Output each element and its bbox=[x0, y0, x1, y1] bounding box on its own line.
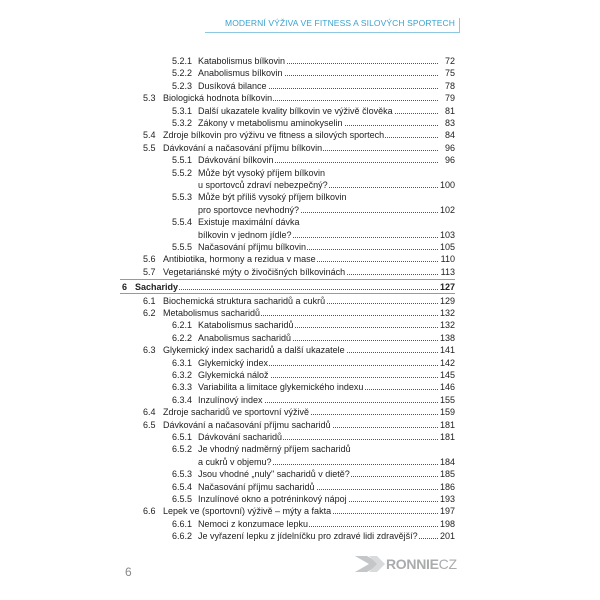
toc-title: Je vyřazení lepku z jídelníčku pro zdravé lidi zdravější? bbox=[198, 531, 418, 542]
ronnie-logo bbox=[386, 556, 457, 572]
toc-row[interactable] bbox=[0, 369, 600, 381]
toc-title: Metabolismus sacharidů bbox=[163, 308, 261, 318]
toc-number: 6.5.2 bbox=[172, 444, 193, 455]
toc-title: Zákony v metabolismu aminokyselin bbox=[198, 118, 343, 128]
toc-page-number: 83 bbox=[444, 118, 455, 128]
toc-page-number: 129 bbox=[439, 295, 455, 306]
toc-title: Anabolismus sacharidů bbox=[198, 332, 292, 343]
toc-number: 6.5 bbox=[143, 419, 156, 430]
toc-title: a cukrů v objemu? bbox=[198, 456, 272, 467]
toc-row[interactable] bbox=[0, 456, 600, 468]
toc-row[interactable] bbox=[0, 142, 600, 154]
toc-number: 6.5.1 bbox=[172, 432, 193, 442]
toc-number: 6.3.3 bbox=[172, 382, 193, 393]
toc-title: Další ukazatele kvality bílkovin ve výživě člověka bbox=[198, 105, 393, 116]
dot-leader bbox=[135, 281, 438, 293]
toc-page-number: 102 bbox=[439, 204, 455, 215]
toc-page-number: 78 bbox=[444, 80, 455, 91]
toc-number: 6.2.1 bbox=[172, 320, 193, 331]
toc-row[interactable] bbox=[0, 92, 600, 104]
toc-page-number: 84 bbox=[444, 130, 455, 141]
toc-page-number: 79 bbox=[444, 93, 455, 104]
toc-number: 5.5.1 bbox=[172, 155, 193, 166]
toc-number: 6.6.2 bbox=[172, 531, 193, 542]
toc-title: Existuje maximální dávka bbox=[198, 217, 300, 228]
toc-row[interactable] bbox=[0, 468, 600, 480]
toc-page-number: 96 bbox=[444, 155, 455, 166]
toc-number: 6.6.1 bbox=[172, 518, 193, 529]
toc-title: Dávkování a načasování příjmu sacharidů bbox=[163, 419, 331, 430]
toc-row[interactable] bbox=[0, 443, 600, 455]
toc-row[interactable] bbox=[0, 530, 600, 542]
toc-number: 5.5.4 bbox=[172, 217, 193, 228]
toc-title: Inzulínové okno a potréninkový nápoj bbox=[198, 494, 347, 504]
toc-number: 5.2.1 bbox=[172, 56, 193, 66]
toc-page-number: 110 bbox=[440, 254, 455, 265]
toc-title: Katabolismus bílkovin bbox=[198, 56, 286, 66]
toc-row[interactable] bbox=[0, 319, 600, 331]
toc-title: Inzulínový index bbox=[198, 394, 263, 405]
toc-number: 5.5.5 bbox=[172, 242, 193, 252]
toc-number: 6.5.3 bbox=[172, 469, 193, 480]
toc-row[interactable] bbox=[0, 357, 600, 369]
toc-page-number: 186 bbox=[439, 481, 455, 492]
toc-number: 5.4 bbox=[143, 130, 156, 141]
toc-row[interactable] bbox=[0, 394, 600, 406]
toc-title: Načasování příjmu bílkovin bbox=[198, 242, 307, 252]
toc-number: 6.5.4 bbox=[172, 481, 193, 492]
toc-row[interactable] bbox=[0, 117, 600, 129]
toc-title: Dusíková bilance bbox=[198, 80, 267, 91]
toc-title: Biochemická struktura sacharidů a cukrů bbox=[163, 295, 326, 306]
toc-number: 5.3 bbox=[143, 93, 156, 104]
toc-page-number: 201 bbox=[439, 531, 455, 542]
toc-row[interactable] bbox=[0, 344, 600, 356]
toc-number: 5.3.2 bbox=[172, 118, 193, 128]
toc-row[interactable] bbox=[0, 406, 600, 418]
toc-page-number: 181 bbox=[439, 419, 455, 430]
toc-number: 6.6 bbox=[143, 506, 156, 517]
toc-page-number: 198 bbox=[439, 518, 455, 529]
toc-title: Dávkování bílkovin bbox=[198, 155, 274, 166]
toc-page-number: 103 bbox=[439, 229, 455, 240]
running-header bbox=[205, 18, 460, 33]
toc-row[interactable] bbox=[0, 295, 600, 307]
logo-suffix: CZ bbox=[438, 556, 457, 572]
toc-number: 6.3.2 bbox=[172, 370, 193, 380]
toc-page-number: 132 bbox=[439, 308, 455, 318]
toc-row[interactable] bbox=[0, 481, 600, 493]
toc-page-number: 72 bbox=[444, 56, 455, 66]
toc-row[interactable] bbox=[0, 241, 600, 253]
toc-title: Zdroje sacharidů ve sportovní výživě bbox=[163, 407, 310, 418]
toc-title: Nemoci z konzumace lepku bbox=[198, 518, 309, 529]
toc-row[interactable] bbox=[0, 229, 600, 241]
toc-title: Dávkování sacharidů bbox=[198, 432, 283, 442]
toc-title: Je vhodný nadměrný příjem sacharidů bbox=[198, 444, 351, 455]
toc-page-number: 145 bbox=[439, 370, 455, 380]
toc-page-number: 100 bbox=[439, 180, 455, 190]
toc-number: 6.5.5 bbox=[172, 494, 193, 504]
toc-title: Sacharidy bbox=[135, 282, 179, 293]
toc-title: Glykemický index bbox=[198, 357, 269, 368]
toc-row[interactable] bbox=[0, 266, 600, 278]
toc-row[interactable] bbox=[0, 216, 600, 228]
toc-title: u sportovců zdraví nebezpečný? bbox=[198, 180, 328, 190]
toc-number: 6.2 bbox=[143, 308, 156, 318]
toc-row[interactable] bbox=[0, 167, 600, 179]
toc-number: 5.6 bbox=[143, 254, 156, 265]
toc-number: 6.3 bbox=[143, 345, 156, 356]
running-title: MODERNÍ VÝŽIVA VE FITNESS A SILOVÝCH SPORTECH bbox=[225, 18, 455, 28]
toc-title: bílkovin v jednom jídle? bbox=[198, 229, 292, 240]
toc-page-number: 142 bbox=[439, 357, 455, 368]
toc-page-number: 132 bbox=[439, 320, 455, 331]
toc-page-number: 146 bbox=[439, 382, 455, 393]
toc-number: 5.3.1 bbox=[172, 105, 193, 116]
toc-title: Glykemický index sacharidů a další ukazatele bbox=[163, 345, 345, 356]
toc-title: Dávkování a načasování příjmu bílkovin bbox=[163, 142, 323, 153]
toc-page-number: 197 bbox=[439, 506, 455, 517]
toc-title: Zdroje bílkovin pro výživu ve fitness a silových sportech bbox=[163, 130, 385, 141]
toc-row[interactable] bbox=[0, 179, 600, 191]
toc-row[interactable] bbox=[0, 332, 600, 344]
toc-title: Katabolismus sacharidů bbox=[198, 320, 294, 331]
toc-title: Vegetariánské mýty o živočišných bílkovinách bbox=[163, 266, 346, 277]
toc-number: 5.2.2 bbox=[172, 68, 193, 79]
toc-page-number: 181 bbox=[439, 432, 455, 442]
toc-row[interactable] bbox=[0, 129, 600, 141]
toc-row[interactable] bbox=[0, 80, 600, 92]
toc-row[interactable] bbox=[0, 307, 600, 319]
toc-title: Načasování příjmu sacharidů bbox=[198, 481, 315, 492]
toc-row[interactable] bbox=[0, 67, 600, 79]
toc-page-number: 159 bbox=[439, 407, 455, 418]
toc-title: Variabilita a limitace glykemického indexu bbox=[198, 382, 364, 393]
toc-number: 5.5.3 bbox=[172, 192, 193, 203]
toc-number: 6.4 bbox=[143, 407, 156, 418]
toc-row[interactable] bbox=[0, 105, 600, 117]
chapter-divider bbox=[120, 279, 455, 280]
toc-title: Anabolismus bílkovin bbox=[198, 68, 283, 79]
toc-page-number: 185 bbox=[439, 469, 455, 480]
toc-number: 5.2.3 bbox=[172, 80, 193, 91]
toc-row[interactable] bbox=[0, 55, 600, 67]
toc-number: 5.5.2 bbox=[172, 167, 193, 178]
toc-row[interactable] bbox=[0, 191, 600, 203]
toc-row[interactable] bbox=[0, 505, 600, 517]
toc-title: Glykemická nálož bbox=[198, 370, 269, 380]
toc-row[interactable] bbox=[0, 204, 600, 216]
toc-row[interactable] bbox=[0, 419, 600, 431]
toc-number: 6 bbox=[122, 282, 128, 293]
toc-number: 6.3.1 bbox=[172, 357, 193, 368]
toc-row[interactable] bbox=[0, 493, 600, 505]
toc-row[interactable] bbox=[0, 518, 600, 530]
toc-page-number: 193 bbox=[439, 494, 455, 504]
toc-title: Jsou vhodné „nuly" sacharidů v dietě? bbox=[198, 469, 350, 480]
toc-page-number: 184 bbox=[439, 456, 455, 467]
toc-row[interactable] bbox=[0, 381, 600, 393]
toc-number: 6.1 bbox=[143, 295, 156, 306]
toc-page-number: 105 bbox=[439, 242, 455, 252]
toc-title: pro sportovce nevhodný? bbox=[198, 204, 300, 215]
toc-page-number: 141 bbox=[439, 345, 455, 356]
toc-number: 5.5 bbox=[143, 142, 156, 153]
toc-page-number: 81 bbox=[444, 105, 455, 116]
toc-title: Může být příliš vysoký příjem bílkovin bbox=[198, 192, 347, 203]
toc-page-number: 96 bbox=[444, 142, 455, 153]
toc-title: Biologická hodnota bílkovin bbox=[163, 93, 273, 104]
page-number: 6 bbox=[125, 565, 132, 579]
toc-row[interactable] bbox=[0, 154, 600, 166]
toc-page-number: 155 bbox=[439, 394, 455, 405]
toc-row[interactable] bbox=[0, 253, 600, 265]
toc-chapter-row[interactable] bbox=[0, 281, 600, 293]
toc-page-number: 127 bbox=[439, 282, 455, 293]
logo-main: RONNIE bbox=[386, 556, 439, 572]
toc-page-number: 75 bbox=[444, 68, 455, 79]
toc-page-number: 138 bbox=[439, 332, 455, 343]
toc-title: Lepek ve (sportovní) výživě – mýty a fakta bbox=[163, 506, 332, 517]
toc-row[interactable] bbox=[0, 431, 600, 443]
toc-number: 6.2.2 bbox=[172, 332, 193, 343]
toc-number: 5.7 bbox=[143, 266, 156, 277]
toc-number: 6.3.4 bbox=[172, 394, 193, 405]
toc-title: Antibiotika, hormony a rezidua v mase bbox=[163, 254, 316, 265]
toc-page-number: 113 bbox=[440, 266, 455, 277]
toc-title: Může být vysoký příjem bílkovin bbox=[198, 167, 326, 178]
